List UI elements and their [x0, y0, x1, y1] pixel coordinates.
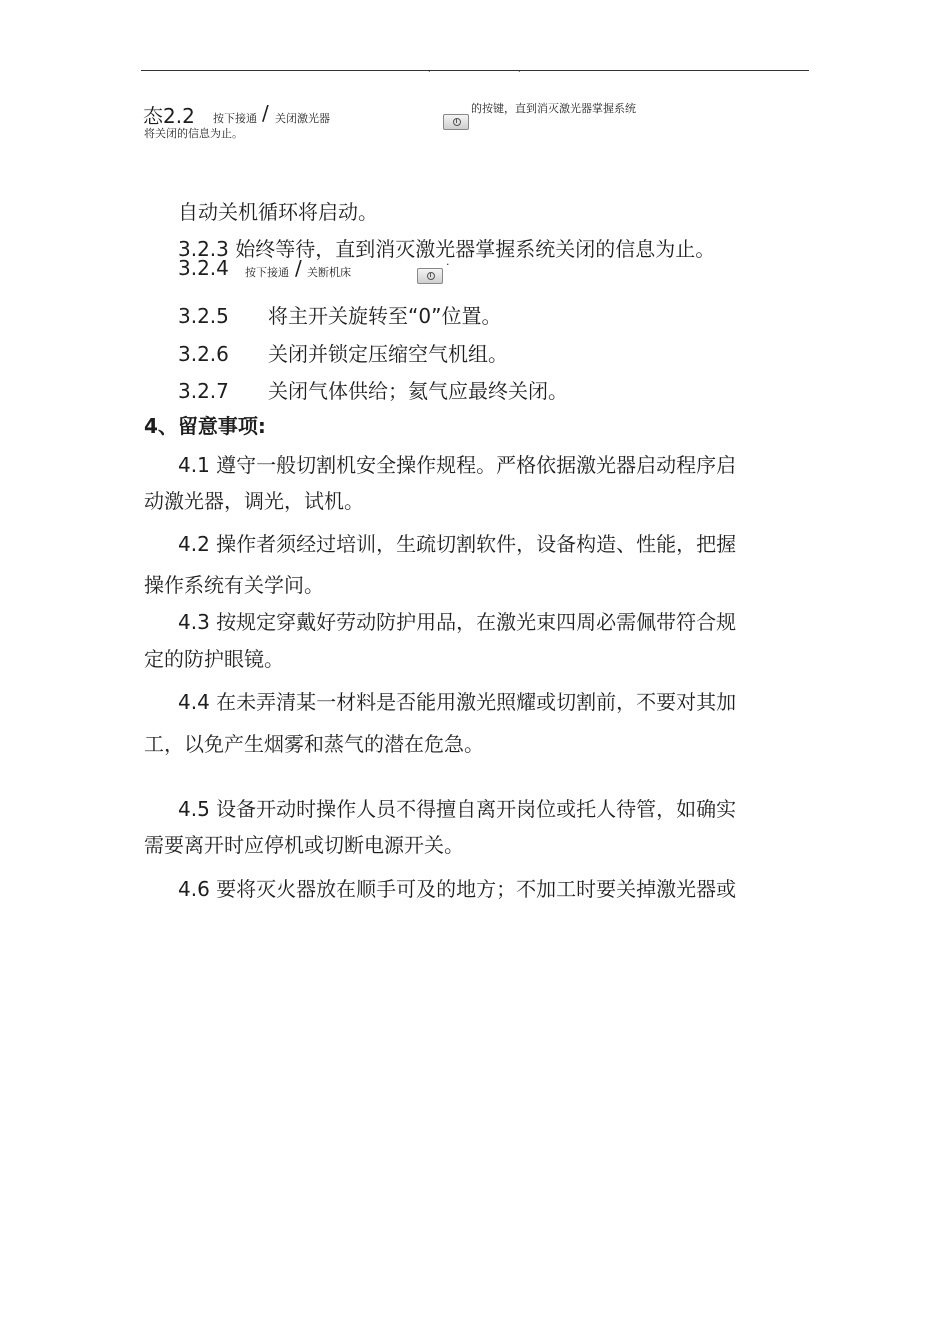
step-324-mark: ·: [446, 258, 450, 271]
power-button-icon: [417, 268, 443, 284]
step-322-right-text: 的按键，直到消灭激光器掌握系统: [471, 102, 636, 115]
step-325: [178, 304, 501, 328]
step-327: [178, 379, 568, 403]
paragraph-4-4-line-2: 工，以免产生烟雾和蒸气的潜在危急。: [144, 732, 484, 756]
paragraph-4-5-line-2: 需要离开时应停机或切断电源开关。: [144, 833, 464, 857]
step-322-label-a: 按下接通: [213, 112, 257, 125]
step-322-prefix: 态2.2: [143, 104, 195, 128]
paragraph-4-6-line-1: 4.6 要将灭火器放在顺手可及的地方；不加工时要关掉激光器或: [178, 877, 737, 901]
step-text: 将主开关旋转至“0”位置。: [268, 304, 502, 328]
step-text: 关闭并锁定压缩空气机组。: [268, 342, 508, 366]
step-number: 3.2.5: [178, 304, 229, 328]
step-322-slash: /: [262, 101, 269, 125]
step-326: [178, 342, 508, 366]
paragraph-4-2-line-2: 操作系统有关学问。: [144, 573, 324, 597]
paragraph-4-2-line-1: 4.2 操作者须经过培训，生疏切割软件，设备构造、性能，把握: [178, 532, 737, 556]
paragraph-4-3-line-1: 4.3 按规定穿戴好劳动防护用品，在激光束四周必需佩带符合规: [178, 610, 737, 634]
step-322-continuation: 将关闭的信息为止。: [144, 127, 243, 140]
step-323: 3.2.3 始终等待，直到消灭激光器掌握系统关闭的信息为止。: [178, 237, 716, 261]
step-324-slash: /: [295, 256, 302, 280]
auto-shutdown-line: 自动关机循环将启动。: [178, 200, 378, 224]
paragraph-4-4-line-1: 4.4 在未弄清某一材料是否能用激光照耀或切割前，不要对其加: [178, 690, 737, 714]
paragraph-4-3-line-2: 定的防护眼镜。: [144, 647, 284, 671]
step-324-label-b: 关断机床: [307, 266, 351, 279]
step-324-label-a: 按下接通: [245, 266, 289, 279]
header-dot: .: [518, 65, 521, 74]
paragraph-4-5-line-1: 4.5 设备开动时操作人员不得擅自离开岗位或托人待管，如确实: [178, 797, 737, 821]
step-322-label-b: 关闭激光器: [275, 112, 330, 125]
header-rule: [141, 70, 809, 71]
step-324-number: 3.2.4: [178, 256, 229, 280]
header-dot: .: [428, 65, 431, 74]
power-button-icon: [443, 114, 469, 130]
section-4-heading: 4、留意事项:: [144, 414, 266, 438]
step-number: 3.2.7: [178, 379, 229, 403]
step-text: 关闭气体供给；氦气应最终关闭。: [268, 379, 568, 403]
step-number: 3.2.6: [178, 342, 229, 366]
paragraph-4-1-line-2: 动激光器，调光，试机。: [144, 489, 364, 513]
paragraph-4-1-line-1: 4.1 遵守一般切割机安全操作规程。严格依据激光器启动程序启: [178, 453, 737, 477]
